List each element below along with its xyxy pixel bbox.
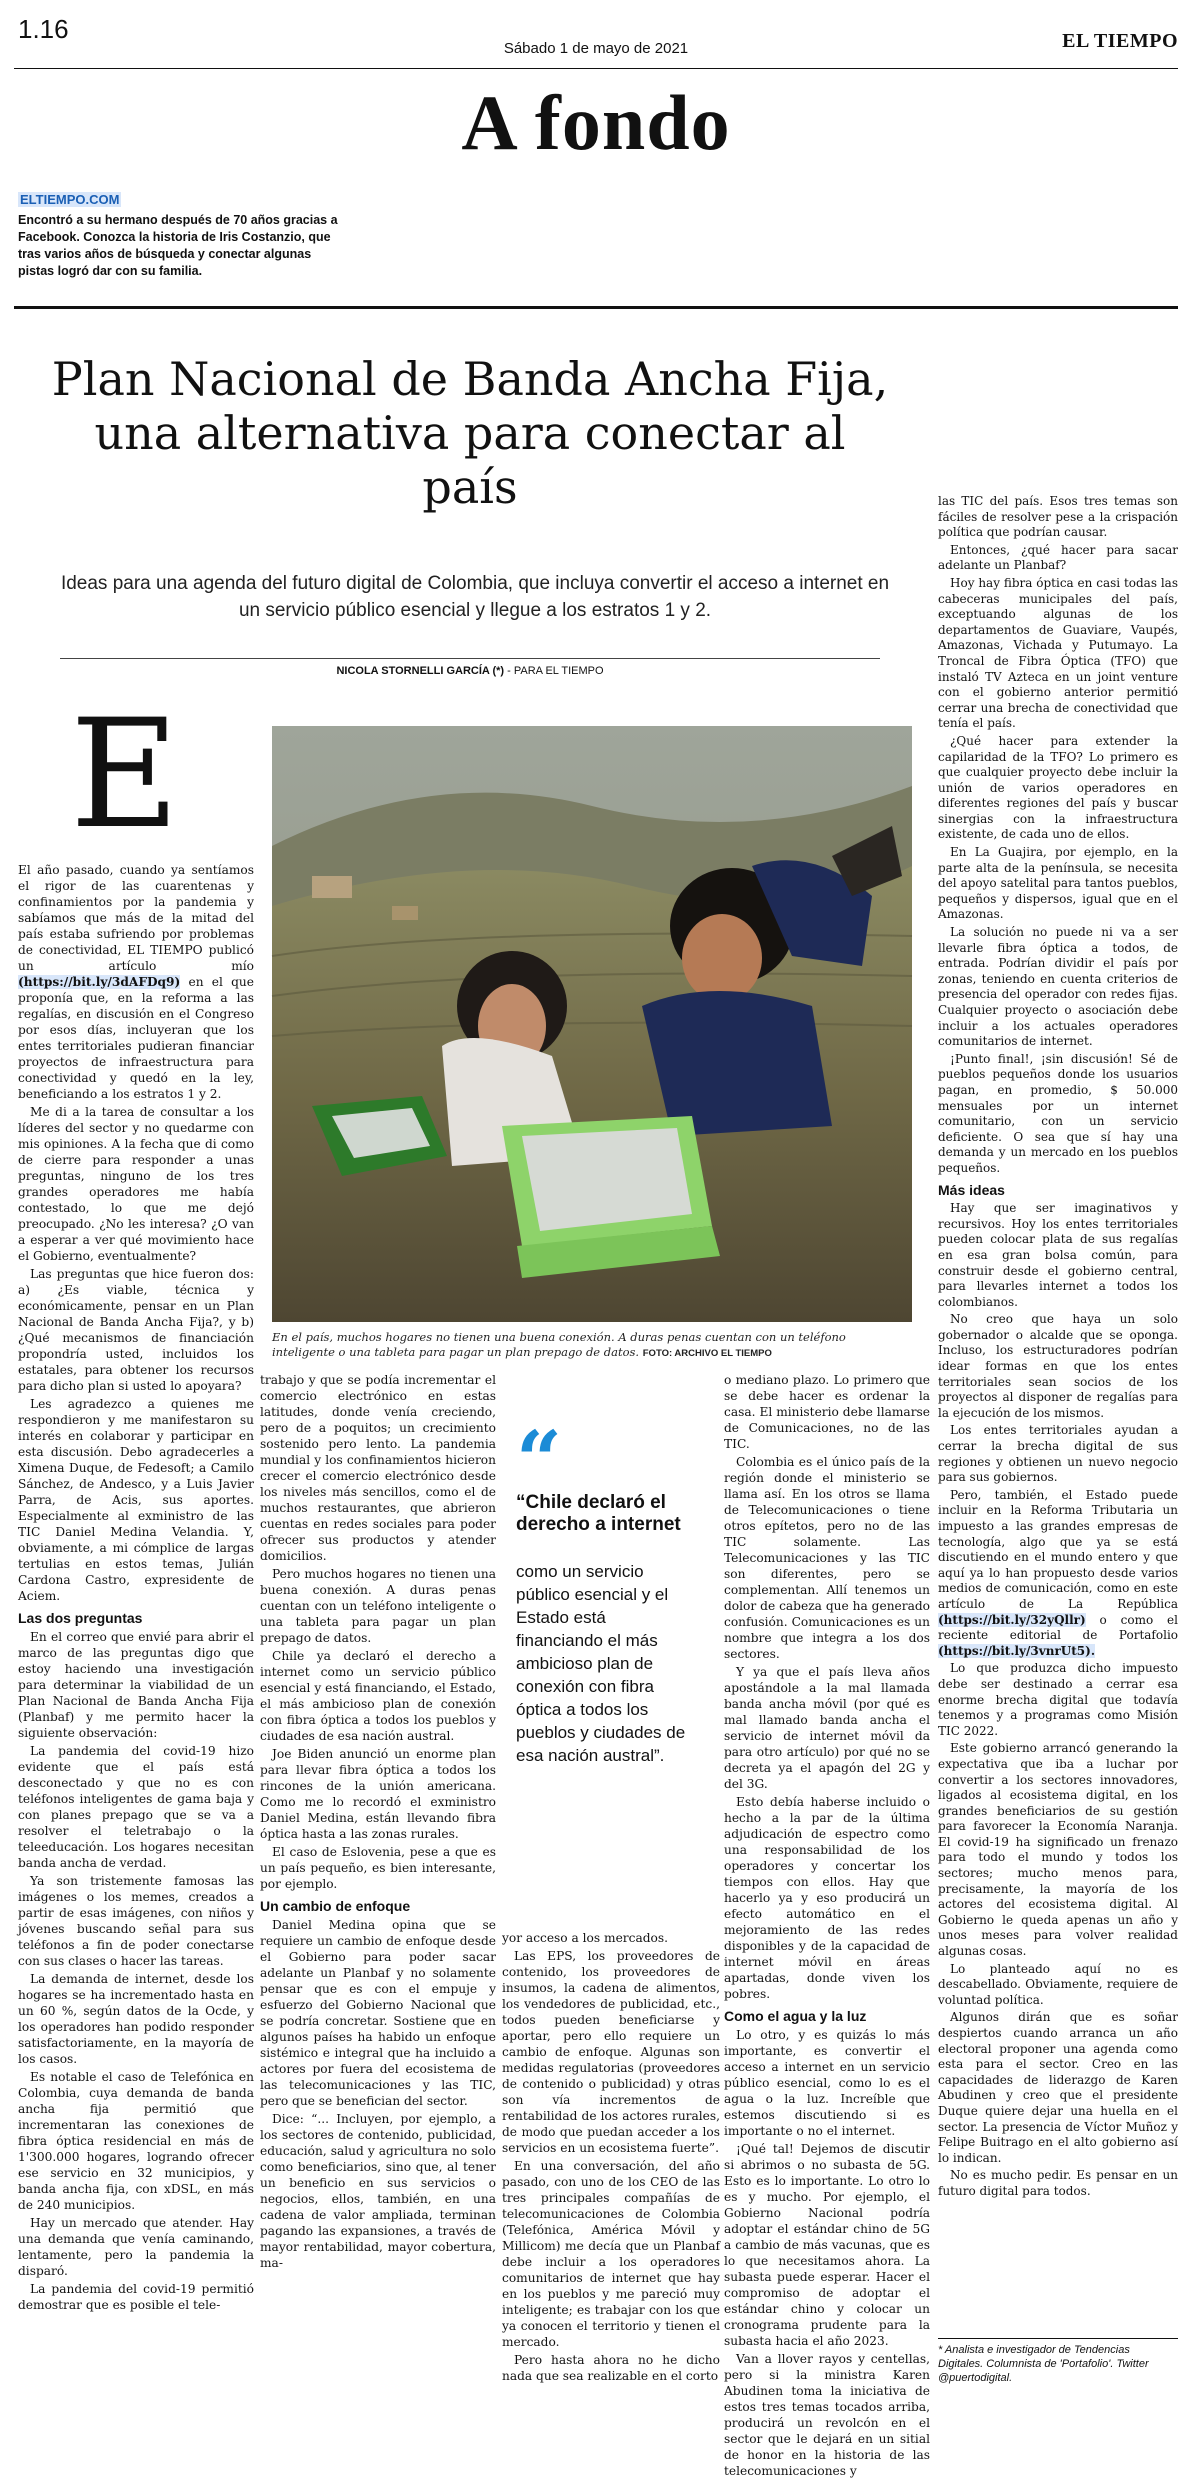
paragraph: La pandemia del covid-19 permitió demostrar que es posible el tele-: [18, 2282, 254, 2312]
subhead: Como el agua y la luz: [724, 2008, 867, 2024]
paragraph: Me di a la tarea de consultar a los líderes del sector y no quedarme con mis opiniones. A la fecha que di como de cierre para responder a unas preguntas, ninguno de los tres grandes operadores me había contestado, lo que me dejó preocupado. ¿No les interesa? ¿O van a esperar a ver qué movimiento hace el Gobierno, eventualmente?: [18, 1105, 254, 1263]
header-divider: [14, 68, 1178, 69]
paragraph: Chile ya declaró el derecho a internet como un servicio público esencial y está financiando, el Estado, el más ambicioso plan de conexión con fibra óptica a todos los pueblos y ciudades de esa nación austral.: [260, 1649, 496, 1743]
paragraph: La demanda de internet, desde los hogares se ha incrementado hasta en un 60 %, según datos de la Ocde, y los operadores han podido responder satisfactoriamente, en la mayoría de los casos.: [18, 1972, 254, 2066]
paragraph: La solución no puede ni va a ser llevarle fibra óptica a todos, de entrada. Podrían dividir el país por zonas, teniendo en cuenta criterios de presencia del operador con redes fijas. Cualquier proyecto o asociación debe incluir a los actuales operadores comunitarios de internet.: [938, 925, 1178, 1049]
paragraph: Ya son tristemente famosas las imágenes o los memes, creados a partir de esas imágenes, con niños y jóvenes buscando señal para sus teléfonos a fin de poder conectarse con sus clases o hacer las tareas.: [18, 1874, 254, 1968]
children-with-laptops-photo: [272, 726, 912, 1322]
article-column-5: [938, 494, 1178, 2202]
pull-quote-headline: “Chile declaró el derecho a internet: [516, 1492, 681, 1535]
paragraph: Colombia es el único país de la región donde el ministerio se llama así. En los otros se llama de Telecomunicaciones o tiene otros epítetos, pero no de las TIC solamente. Las Telecomunicaciones y las TIC son diferentes, pero se complementan. Allí tenemos un dolor de cabeza que ha generado confusión. Comunicaciones es un nombre que integra a los dos sectores.: [724, 1455, 930, 1661]
paragraph: yor acceso a los mercados.: [502, 1931, 668, 1945]
paragraph: trabajo y que se podía incrementar el comercio electrónico en estas latitudes, donde venía creciendo, pero de a poquitos; un crecimiento sostenido pero lento. La pandemia mundial y los confinamientos hicieron crecer el comercio electrónico desde los niveles más sencillos, como el de muchos restaurantes, que abrieron cuentas en redes sociales para poder ofrecer sus productos y atender domicilios.: [260, 1373, 496, 1563]
paragraph: ¡Qué tal! Dejemos de discutir si abrimos o no subasta de 5G. Esto es lo importante. Lo otro lo es y mucho. Por ejemplo, el Gobierno Nacional podría adoptar el estándar chino de 5G a cambio de más vacunas, que es lo que necesitamos ahora. La subasta puede esperar. Hacer el compromiso de adoptar el estándar chino y colocar un cronograma prudente para la subasta hacia el año 2023.: [724, 2142, 930, 2348]
paragraph: Entonces, ¿qué hacer para sacar adelante un Planbaf?: [938, 542, 1178, 573]
pull-quote-body: como un servicio público esencial y el Estado está financiando el más ambicioso plan de conexión con fibra óptica a todos los pueblos y ciudades de esa nación austral”.: [516, 1562, 686, 1765]
paragraph: En La Guajira, por ejemplo, en la parte alta de la península, se necesita del apoyo satelital para tantos pueblos, pequeños y dispersos, igual que en el Amazonas.: [938, 845, 1178, 922]
section-divider: [14, 306, 1178, 309]
paragraph: Pero, también, el Estado puede incluir en la Reforma Tributaria un impuesto a las grandes empresas de tecnología, algo que ya se está discutiendo en el mundo entero y que aquí ya lo han propuesto desde varios medios de comunicación, como en este artículo de La República (https://bit.ly/32yQllr) o como el reciente editorial de Portafolio (https://bit.ly/3vnrUt5).: [938, 1487, 1178, 1658]
article-photo: [272, 726, 912, 1322]
byline-outlet: - PARA EL TIEMPO: [504, 665, 604, 677]
paragraph: Dice: “... Incluyen, por ejemplo, a los sectores de contenido, publicidad, educación, salud y agricultura no solo como beneficiarios, sino que, al tener un beneficio en sus servicios o negocios, ellos, también, en una cadena de valor ampliada, terminan pagando las expansiones, a través de mayor rentabilidad, mayor cobertura, ma-: [260, 2112, 496, 2270]
article-deck: Ideas para una agenda del futuro digital de Colombia, que incluya convertir el acceso a internet en un servicio público esencial y llegue a los estratos 1 y 2.: [60, 573, 890, 621]
paragraph: En el correo que envié para abrir el marco de las preguntas digo que estoy haciendo una investigación para determinar la viabilidad de un Plan Nacional de Banda Ancha Fija (Planbaf) y me permito hacer la siguiente observación:: [18, 1630, 254, 1740]
paragraph: ¿Qué hacer para extender la capilaridad de la TFO? Lo primero es que cualquier proyecto debe incluir la unión de varios operadores en diferentes regiones del país y buscar sinergias con la infraestructura existente, de cada uno de ellos.: [938, 733, 1178, 842]
article-headline: Plan Nacional de Banda Ancha Fija, una alternativa para conectar al país: [51, 352, 889, 514]
article-link[interactable]: (https://bit.ly/3vnrUt5).: [938, 1643, 1095, 1658]
paragraph: o mediano plazo. Lo primero que se debe hacer es ordenar la casa. El ministerio debe llamarse de Comunicaciones, no de las TIC.: [724, 1373, 930, 1451]
paragraph: Este gobierno arrancó generando la expectativa que iba a luchar por convertir a los sectores innovadores, ligados al ecosistema digital, en los grandes beneficiarios de su gestión para favorecer la Economía Naranja. El covid-19 ha significado un frenazo para todo el mundo y todos los sectores; mucho menos para, precisamente, la mayoría de los actores del ecosistema digital. Al Gobierno le queda apenas un año y unos meses para volver realidad algunas cosas.: [938, 1741, 1178, 1959]
article-column-1: [18, 862, 254, 2315]
paragraph: Van a llover rayos y centellas, pero si la ministra Karen Abudinen toma la iniciativa de estos tres temas tocados arriba, producirá un revolcón en el sector que le dejará en un sitial de honor en la historia de las telecomunicaciones y: [724, 2352, 930, 2478]
photo-credit: FOTO: ARCHIVO EL TIEMPO: [642, 1348, 772, 1359]
paragraph: Pero hasta ahora no he dicho nada que sea realizable en el corto: [502, 2353, 720, 2383]
newspaper-logo: EL TIEMPO: [1062, 30, 1178, 52]
byline: [60, 658, 880, 677]
page-number: 1.16: [18, 14, 69, 44]
author-footnote: * Analista e investigador de Tendencias Digitales. Columnista de 'Portafolio'. Twitter @puertodigital.: [938, 2338, 1178, 2385]
paragraph: Esto debía haberse incluido o hecho a la par de la última adjudicación de espectro como una responsabilidad de los operadores y concertar los tiempos con ellos. Hay que hacerlo ya y eso producirá un efecto automático en el mejoramiento de las redes disponibles y de la capacidad de internet móvil en áreas apartadas, donde viven los pobres.: [724, 1795, 930, 2001]
subhead: Las dos preguntas: [18, 1610, 143, 1626]
paragraph: Los entes territoriales ayudan a cerrar la brecha digital de sus regiones y obtienen un nuevo negocio para sus gobiernos.: [938, 1423, 1178, 1485]
paragraph: ¡Punto final!, ¡sin discusión! Sé de pueblos pequeños donde los usuarios pagan, en promedio, $ 50.000 mensuales por un internet comunitario, con un servicio deficiente. O sea que sí hay una demanda y un mercado en los pueblos pequeños.: [938, 1051, 1178, 1175]
article-column-3: [502, 1930, 720, 2386]
subhead: Más ideas: [938, 1181, 1005, 1198]
paragraph: Hay que ser imaginativos y recursivos. Hoy los entes territoriales pueden colocar plata de sus regalías en esa gran bolsa común, para construir desde el gobierno central, para llevarles internet a todos los colombianos.: [938, 1201, 1178, 1309]
web-promo-text: Encontró a su hermano después de 70 años gracias a Facebook. Conozca la historia de Iris Costanzio, que tras varios años de búsqueda y conectar algunas pistas logró dar con su familia.: [18, 213, 338, 278]
article-link[interactable]: (https://bit.ly/3dAFDq9): [18, 975, 181, 989]
paragraph: Hay un mercado que atender. Hay una demanda que venía caminando, lentamente, pero la pandemia la disparó.: [18, 2216, 254, 2278]
photo-caption: [272, 1330, 912, 1361]
paragraph: Algunos dirán que es soñar despiertos cuando arranca un año electoral proponer una agenda como esta para el sector. Creo en las capacidades de liderazgo de Karen Abudinen y creo que el presidente Duque quiere dejar una huella en el sector. La presencia de Víctor Muñoz y Felipe Buitrago en el alto gobierno así lo indican.: [938, 2010, 1178, 2165]
paragraph: No creo que haya un solo gobernador o alcalde que se oponga. Incluso, los estructuradores podrían idear formas en que los entes territoriales sean socios de los proyectos al disponer de regalías para la ejecución de los mismos.: [938, 1312, 1178, 1420]
caption-text: En el país, muchos hogares no tienen una buena conexión. A duras penas cuentan con un teléfono inteligente o una tableta para pagar un plan prepago de datos.: [272, 1330, 846, 1359]
paragraph: Les agradezco a quienes me respondieron y me manifestaron su interés en colaborar y participar en esta discusión. Debo agradecerles a Ximena Duque, de Fedesoft; a Camilo Sánchez, de Andesco, y a Luis Javier Parra, de Acis, sus aportes. Especialmente al exministro de las TIC Daniel Medina Velandia. Y, obviamente, a mi cómplice de largas tertulias en estos temas, Julián Cardona Castro, expresidente de Aciem.: [18, 1397, 254, 1603]
paragraph: No es mucho pedir. Es pensar en un futuro digital para todos.: [938, 2168, 1178, 2198]
paragraph: Pero muchos hogares no tienen una buena conexión. A duras penas cuentan con un teléfono inteligente o una tableta para pagar un plan prepago de datos.: [260, 1567, 496, 1645]
paragraph: La pandemia del covid-19 hizo evidente que el país está desconectado y que no es con teléfonos inteligentes de gama baja y con planes prepago que se va a resolver el teletrabajo o la teleeducación. Los hogares necesitan banda ancha de verdad.: [18, 1744, 254, 1870]
paragraph: Hoy hay fibra óptica en casi todas las cabeceras municipales del país, exceptuando algunas de los departamentos de Guaviare, Vaupés, Amazonas, Vichada y Putumayo. La Troncal de Fibra Óptica (TFO) que instaló TV Azteca en un joint venture con el gobierno anterior permitió cerrar una brecha de conectividad que tenía el país.: [938, 575, 1178, 731]
paragraph: Las EPS, los proveedores de contenido, los proveedores de insumos, la cadena de alimentos, los vendedores de publicidad, etc., todos pueden beneficiarse y aportar, pero ello requiere un cambio de enfoque. Algunas son medidas regulatorias (proveedores de contenido o publicidad) y otras son vía incrementos de rentabilidad de los actores rurales, de modo que puedan acceder a los servicios en un ecosistema fuerte”.: [502, 1949, 720, 2155]
section-title: A fondo: [461, 79, 731, 166]
paragraph: las TIC del país. Esos tres temas son fáciles de resolver pese a la crispación política que podrían causar.: [938, 494, 1178, 540]
issue-date: Sábado 1 de mayo de 2021: [503, 40, 689, 57]
paragraph: Lo que produzca dicho impuesto debe ser destinado a cerrar esa enorme brecha digital que todavía tenemos y a programas como Misión TIC 2022.: [938, 1661, 1178, 1738]
paragraph: Las preguntas que hice fueron dos: a) ¿Es viable, técnica y económicamente, pensar en un Plan Nacional de Banda Ancha Fija?, y b) ¿Qué mecanismos de financiación propondría usted, incluidos los estatales, para obtener los recursos para dicho plan si usted lo apoyara?: [18, 1267, 254, 1393]
article-column-4: [724, 1372, 930, 2481]
paragraph: Y ya que el país lleva años apostándole a la mal llamada banda ancha móvil (por qué es mal llamado banda ancha el servicio de internet móvil da para otro artículo) por qué no se decreta ya el apagón del 2G y del 3G.: [724, 1665, 930, 1791]
paragraph: Es notable el caso de Telefónica en Colombia, cuya demanda de banda ancha fija permitió que incrementaran las conexiones de fibra óptica residencial en más de 1'300.000 hogares, logrando ofrecer ese servicio en 32 municipios, y banda ancha fija, con xDSL, en más de 240 municipios.: [18, 2070, 254, 2212]
article-link[interactable]: (https://bit.ly/32yQllr): [938, 1612, 1086, 1627]
paragraph: El año pasado, cuando ya sentíamos el rigor de las cuarentenas y confinamientos por la pandemia y sabíamos que más de la mitad del país estaba sufriendo por problemas de conectividad, EL TIEMPO publicó un artículo mío (https://bit.ly/3dAFDq9) en el que proponía que, en la reforma a las regalías, en discusión en el Congreso por esos días, incluyeran que los entes territoriales pudieran financiar proyectos de infraestructura para conectividad y quedó en la ley, beneficiando a los estratos 1 y 2.: [18, 863, 254, 1101]
byline-author: NICOLA STORNELLI GARCÍA (*): [336, 665, 505, 677]
article-column-2: [260, 1372, 496, 2273]
paragraph: El caso de Eslovenia, pese a que es un país pequeño, es bien interesante, por ejemplo.: [260, 1845, 496, 1891]
quote-mark-icon: “: [516, 1413, 563, 1507]
subhead: Un cambio de enfoque: [260, 1898, 411, 1914]
paragraph: En una conversación, del año pasado, con uno de los CEO de las tres principales compañías de telecomunicaciones de Colombia (Telefónica, América Móvil y Millicom) me decía que un Planbaf debe incluir a los operadores comunitarios de internet que hay en los pueblos y me pareció muy inteligente; es trabajar con los que ya conocen el territorio y tienen el mercado.: [502, 2159, 720, 2349]
paragraph: Lo otro, y es quizás lo más importante, es convertir el acceso a internet en un servicio público esencial, como lo es el agua o la luz. Increíble que estemos discutiendo si es importante o no el internet.: [724, 2028, 930, 2138]
paragraph: Lo planteado aquí no es descabellado. Obviamente, requiere de voluntad política.: [938, 1961, 1178, 2007]
web-promo-label[interactable]: ELTIEMPO.COM: [20, 192, 120, 207]
drop-cap: E: [70, 688, 180, 862]
paragraph: Joe Biden anunció un enorme plan para llevar fibra óptica a todos los rincones de la unión americana. Como me lo recordó el exministro Daniel Medina, están llevando fibra óptica hasta a las zonas rurales.: [260, 1747, 496, 1841]
paragraph: Daniel Medina opina que se requiere un cambio de enfoque desde el Gobierno para poder sacar adelante un Planbaf y no solamente pensar que es con el empuje y esfuerzo del Gobierno Nacional que se podría concretar. Sostiene que en algunos países ha habido un enfoque sistémico e integral que ha incluido a actores por fuera del ecosistema de las telecomunicaciones y las TIC, pero que se benefician del sector.: [260, 1918, 496, 2108]
